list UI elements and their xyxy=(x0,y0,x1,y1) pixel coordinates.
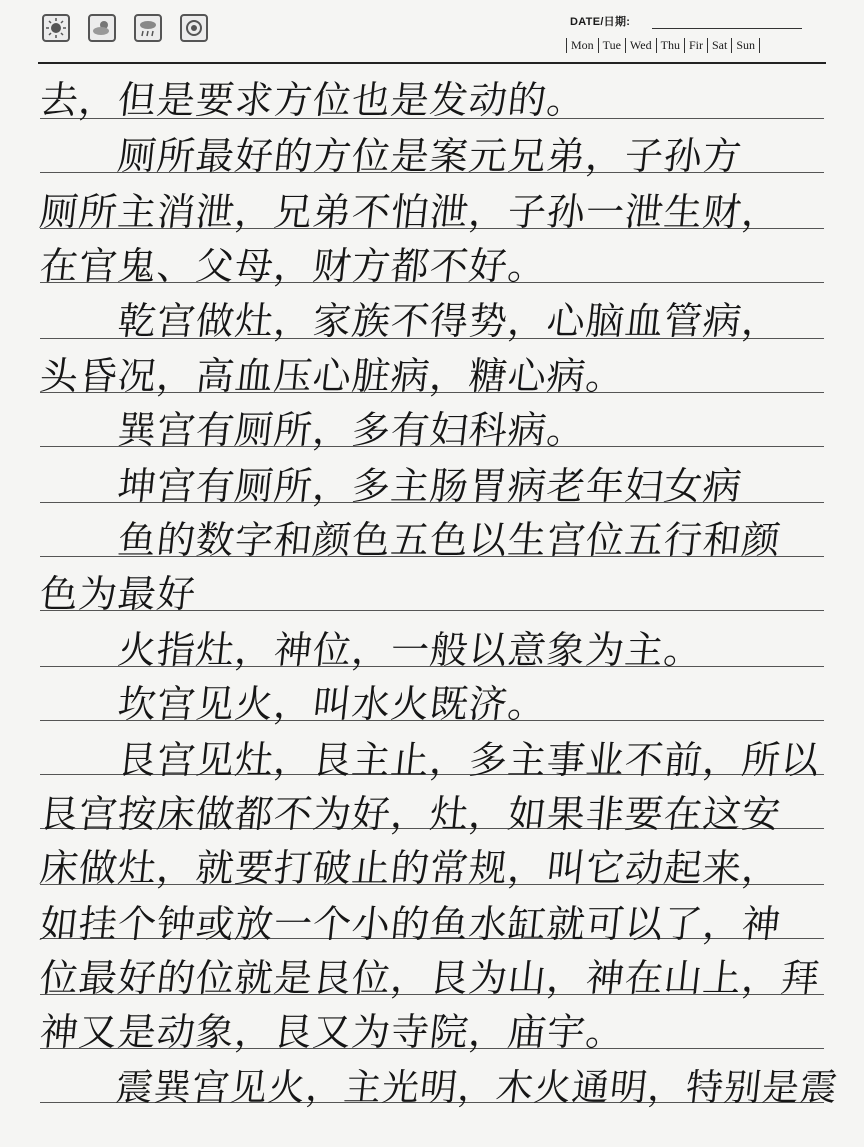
text-line: 鱼的数字和颜色五色以生宫位五行和颜 xyxy=(37,518,784,562)
text-line: 厕所主消泄，兄弟不怕泄，子孙一泄生财， xyxy=(37,190,784,234)
text-line: 色为最好 xyxy=(37,572,199,616)
date-underline xyxy=(652,28,802,29)
partly-cloudy-icon xyxy=(88,14,116,42)
weekday-sun: Sun xyxy=(731,38,760,53)
rain-icon xyxy=(134,14,162,42)
text-line: 在官鬼、父母，财方都不好。 xyxy=(37,244,550,288)
sun-icon xyxy=(42,14,70,42)
text-line: 乾宫做灶，家族不得势，心脑血管病， xyxy=(37,299,784,343)
date-label: DATE/日期: xyxy=(570,16,631,28)
text-line: 头昏况，高血压心脏病，糖心病。 xyxy=(37,354,628,398)
text-line: 位最好的位就是艮位，艮为山，神在山上，拜 xyxy=(37,956,823,1000)
weather-icons xyxy=(42,14,208,42)
date-field xyxy=(570,12,810,30)
weekday-sat: Sat xyxy=(707,38,731,53)
text-line: 厕所最好的方位是案元兄弟，子孙方 xyxy=(37,134,745,178)
text-line: 去，但是要求方位也是发动的。 xyxy=(37,78,589,122)
weekday-tue: Tue xyxy=(598,38,625,53)
text-line: 如挂个钟或放一个小的鱼水缸就可以了，神 xyxy=(37,902,784,946)
text-line: 神又是动象，艮又为寺院，庙宇。 xyxy=(37,1010,628,1054)
weekday-fri: Fir xyxy=(684,38,707,53)
page-header xyxy=(0,0,864,66)
text-line: 坤宫有厕所，多主肠胃病老年妇女病 xyxy=(37,464,745,508)
weekday-mon: Mon xyxy=(566,38,598,53)
weekday-wed: Wed xyxy=(625,38,656,53)
header-divider xyxy=(38,62,826,64)
text-line: 艮宫见灶，艮主止，多主事业不前，所以 xyxy=(37,738,823,782)
text-line: 坎宫见火，叫水火既济。 xyxy=(37,682,550,726)
text-line: 巽宫有厕所，多有妇科病。 xyxy=(37,408,589,452)
text-line: 床做灶，就要打破止的常规，叫它动起来， xyxy=(37,846,784,890)
snowflake-icon xyxy=(180,14,208,42)
weekday-thu: Thu xyxy=(656,38,684,53)
text-line: 艮宫按床做都不为好，灶，如果非要在这安 xyxy=(37,792,784,836)
weekday-selector xyxy=(566,38,760,53)
text-line: 震巽宫见火，主光明，木火通明，特别是震 xyxy=(37,1066,841,1109)
text-line: 火指灶，神位，一般以意象为主。 xyxy=(37,628,706,672)
